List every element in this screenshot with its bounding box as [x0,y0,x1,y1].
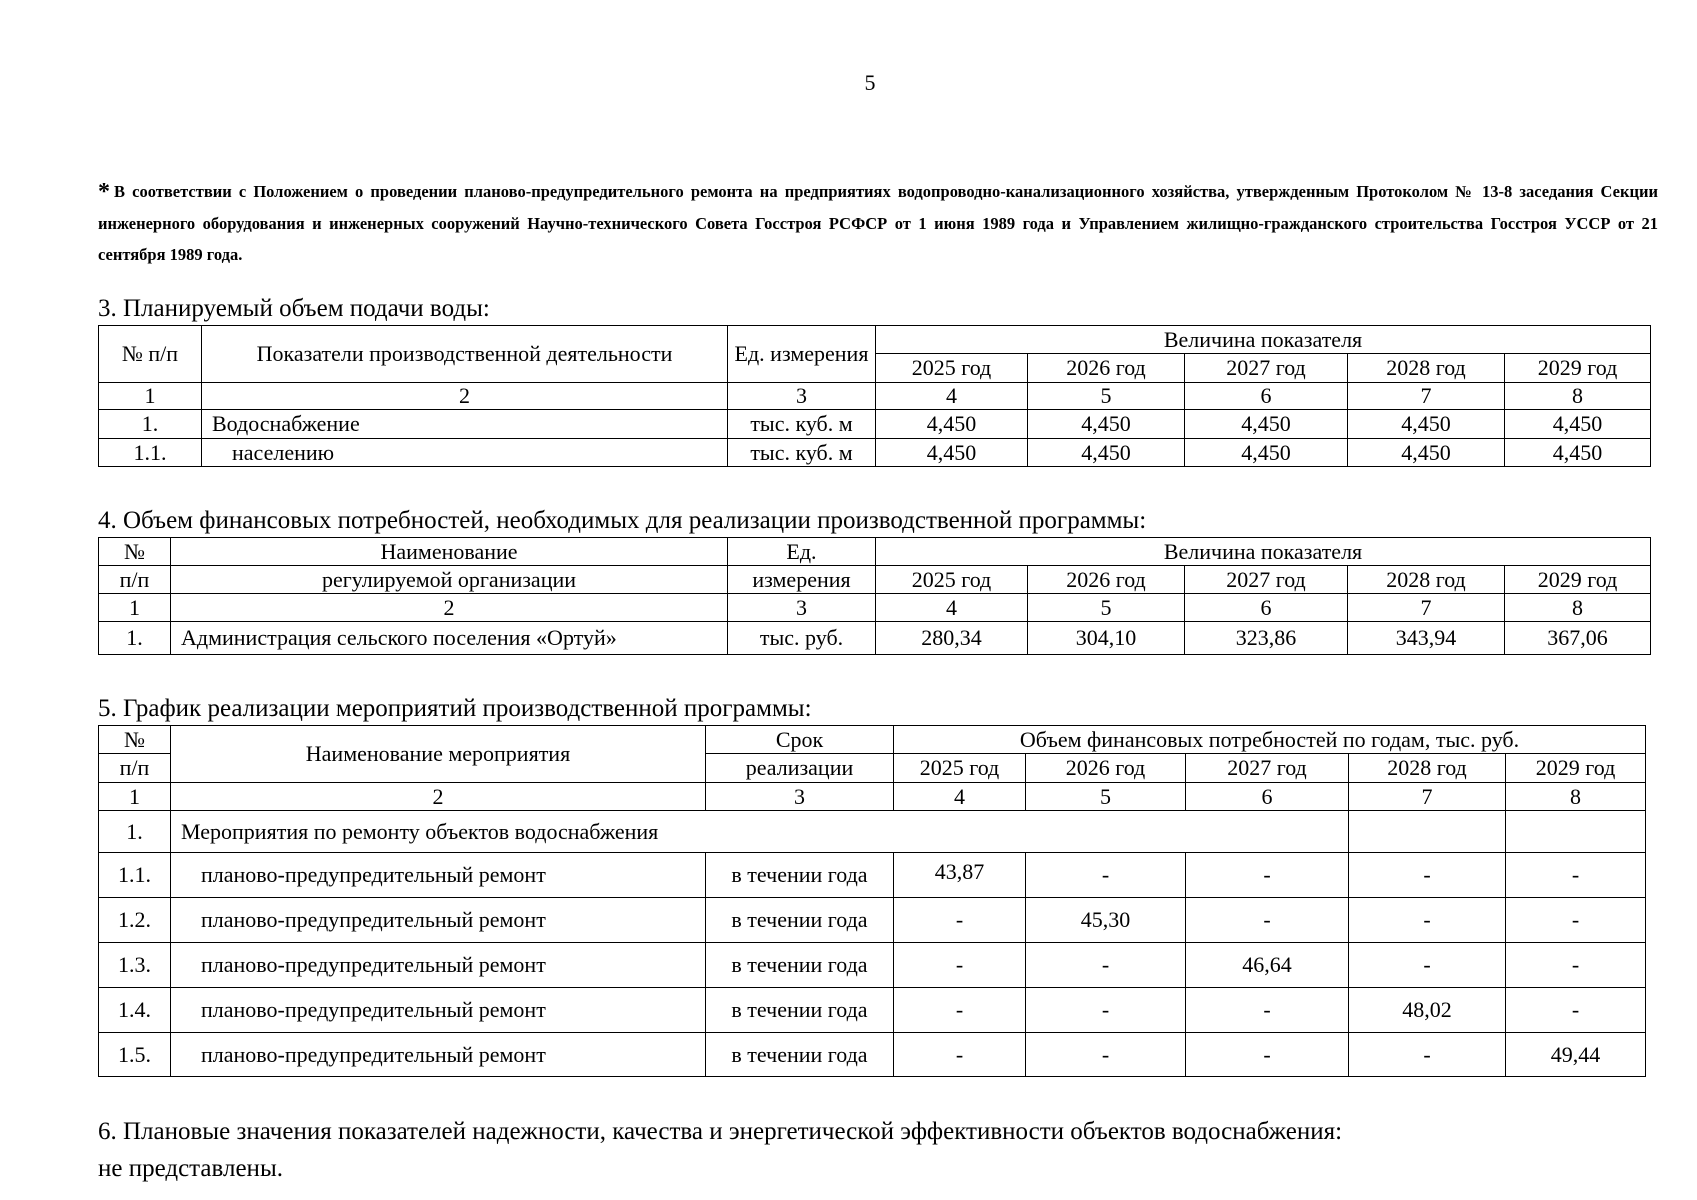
row-term: в течении года [706,988,894,1033]
empty-cell [1506,811,1646,853]
index-row [99,783,1646,811]
row-num: 1. [99,622,171,655]
header-num: № [99,726,171,754]
index-cell: 8 [1505,594,1651,622]
group-row [99,811,1646,853]
table-row [99,410,1651,439]
header-unit: измерения [728,566,876,594]
row-value: 4,450 [1348,439,1505,467]
index-cell: 5 [1026,783,1186,811]
index-cell: 5 [1028,594,1185,622]
row-num: 1.1. [99,439,202,467]
row-value: - [1506,898,1646,943]
index-cell: 5 [1028,383,1185,410]
index-cell: 7 [1349,783,1506,811]
header-unit: Ед. измерения [728,326,876,383]
index-cell: 8 [1506,783,1646,811]
index-cell: 4 [894,783,1026,811]
index-cell: 4 [876,594,1028,622]
header-year: 2025 год [894,754,1026,783]
header-num: п/п [99,754,171,783]
header-year: 2029 год [1505,566,1651,594]
footnote-marker: * [98,179,110,205]
row-value: 280,34 [876,622,1028,655]
row-value: 4,450 [1505,439,1651,467]
row-num: 1. [99,811,171,853]
row-value: 343,94 [1348,622,1505,655]
index-cell: 6 [1185,383,1348,410]
index-cell: 7 [1348,594,1505,622]
index-cell: 1 [99,594,171,622]
row-name: планово-предупредительный ремонт [171,898,706,943]
row-value: - [1506,988,1646,1033]
index-row [99,383,1651,410]
row-value: - [1186,1033,1349,1077]
index-cell: 6 [1186,783,1349,811]
header-name: регулируемой организации [171,566,728,594]
table-row [99,439,1651,467]
row-value: 323,86 [1185,622,1348,655]
row-value: 304,10 [1028,622,1185,655]
index-cell: 2 [202,383,728,410]
row-value: - [1506,853,1646,898]
row-value: - [1026,853,1186,898]
row-value: - [894,898,1026,943]
row-value: 367,06 [1505,622,1651,655]
row-num: 1.2. [99,898,171,943]
section3-title: 3. Планируемый объем подачи воды: [98,295,490,322]
index-cell: 3 [706,783,894,811]
row-value: - [894,988,1026,1033]
row-unit: тыс. куб. м [728,410,876,439]
row-value: 43,87 [894,853,1026,898]
row-value: - [1349,1033,1506,1077]
index-row [99,594,1651,622]
row-num: 1.5. [99,1033,171,1077]
financial-needs-table [98,537,1651,655]
row-term: в течении года [706,898,894,943]
index-cell: 2 [171,594,728,622]
header-indicator: Показатели производственной деятельности [202,326,728,383]
row-name: планово-предупредительный ремонт [171,943,706,988]
header-term: реализации [706,754,894,783]
header-year: 2026 год [1026,754,1186,783]
index-cell: 8 [1505,383,1651,410]
index-cell: 2 [171,783,706,811]
row-value: - [1349,898,1506,943]
header-num: № п/п [99,326,202,383]
row-value: 4,450 [876,439,1028,467]
row-value: - [1349,943,1506,988]
row-name: Мероприятия по ремонту объектов водоснабжения [171,811,1349,853]
row-value: 4,450 [1028,439,1185,467]
schedule-table [98,725,1646,1077]
header-group: Величина показателя [876,538,1651,566]
index-cell: 1 [99,383,202,410]
index-cell: 3 [728,383,876,410]
table-row [99,622,1651,655]
header-term: Срок [706,726,894,754]
index-cell: 1 [99,783,171,811]
footnote [98,176,1658,270]
header-year: 2029 год [1505,354,1651,383]
index-cell: 4 [876,383,1028,410]
row-unit: тыс. куб. м [728,439,876,467]
row-name: планово-предупредительный ремонт [171,1033,706,1077]
index-cell: 6 [1185,594,1348,622]
header-year: 2029 год [1506,754,1646,783]
header-year: 2026 год [1028,566,1185,594]
row-value: 4,450 [1348,410,1505,439]
header-year: 2028 год [1349,754,1506,783]
header-group: Объем финансовых потребностей по годам, тыс. руб. [894,726,1646,754]
page-number: 5 [864,70,876,95]
section6-status: не представлены. [98,1155,283,1182]
row-name: Администрация сельского поселения «Ортуй» [171,622,728,655]
row-value: - [1186,988,1349,1033]
row-unit: тыс. руб. [728,622,876,655]
table-row [99,1033,1646,1077]
row-value: - [1026,988,1186,1033]
row-value: - [1026,1033,1186,1077]
header-name: Наименование мероприятия [171,726,706,783]
header-year: 2027 год [1185,566,1348,594]
header-num: п/п [99,566,171,594]
row-num: 1.4. [99,988,171,1033]
row-term: в течении года [706,853,894,898]
row-value: - [1349,853,1506,898]
header-year: 2028 год [1348,354,1505,383]
row-value: 46,64 [1186,943,1349,988]
header-year: 2028 год [1348,566,1505,594]
row-value: 49,44 [1506,1033,1646,1077]
row-value: 4,450 [876,410,1028,439]
header-year: 2025 год [876,566,1028,594]
row-value: - [894,943,1026,988]
row-value: - [894,1033,1026,1077]
table-row [99,943,1646,988]
header-year: 2026 год [1028,354,1185,383]
row-value: - [1186,898,1349,943]
row-value: 4,450 [1028,410,1185,439]
row-value: 4,450 [1185,410,1348,439]
header-name: Наименование [171,538,728,566]
footnote-text: В соответствии с Положением о проведении планово-предупредительного ремонта на предприятиях водопроводно-канализационного хозяйства, утвержденным Протоколом № 13-8 заседания Секции инженерного оборудования и инженерных сооружений Научно-технического Совета Госстроя РСФСР от 1 июня 1989 года и Управлением жилищно-гражданского строительства Госстроя УССР от 21 сентября 1989 года. [98,182,1658,264]
row-name: планово-предупредительный ремонт [171,988,706,1033]
table-row [99,988,1646,1033]
index-cell: 3 [728,594,876,622]
section4-title: 4. Объем финансовых потребностей, необходимых для реализации производственной программы: [98,507,1147,534]
section6-title: 6. Плановые значения показателей надежности, качества и энергетической эффективности объектов водоснабжения: [98,1118,1343,1145]
header-year: 2025 год [876,354,1028,383]
table-row [99,898,1646,943]
header-year: 2027 год [1185,354,1348,383]
row-name: населению [202,439,728,467]
header-year: 2027 год [1186,754,1349,783]
row-name: планово-предупредительный ремонт [171,853,706,898]
row-term: в течении года [706,1033,894,1077]
index-cell: 7 [1348,383,1505,410]
row-num: 1. [99,410,202,439]
empty-cell [1349,811,1506,853]
table-row [99,853,1646,898]
row-value: - [1186,853,1349,898]
header-num: № [99,538,171,566]
row-value: - [1506,943,1646,988]
row-value: - [1026,943,1186,988]
header-unit: Ед. [728,538,876,566]
row-num: 1.1. [99,853,171,898]
row-value: 45,30 [1026,898,1186,943]
section5-title: 5. График реализации мероприятий производственной программы: [98,695,812,722]
row-term: в течении года [706,943,894,988]
row-value: 4,450 [1185,439,1348,467]
section6 [98,1113,1342,1187]
water-supply-table [98,325,1651,467]
row-name: Водоснабжение [202,410,728,439]
row-num: 1.3. [99,943,171,988]
header-group: Величина показателя [876,326,1651,354]
row-value: 4,450 [1505,410,1651,439]
row-value: 48,02 [1349,988,1506,1033]
